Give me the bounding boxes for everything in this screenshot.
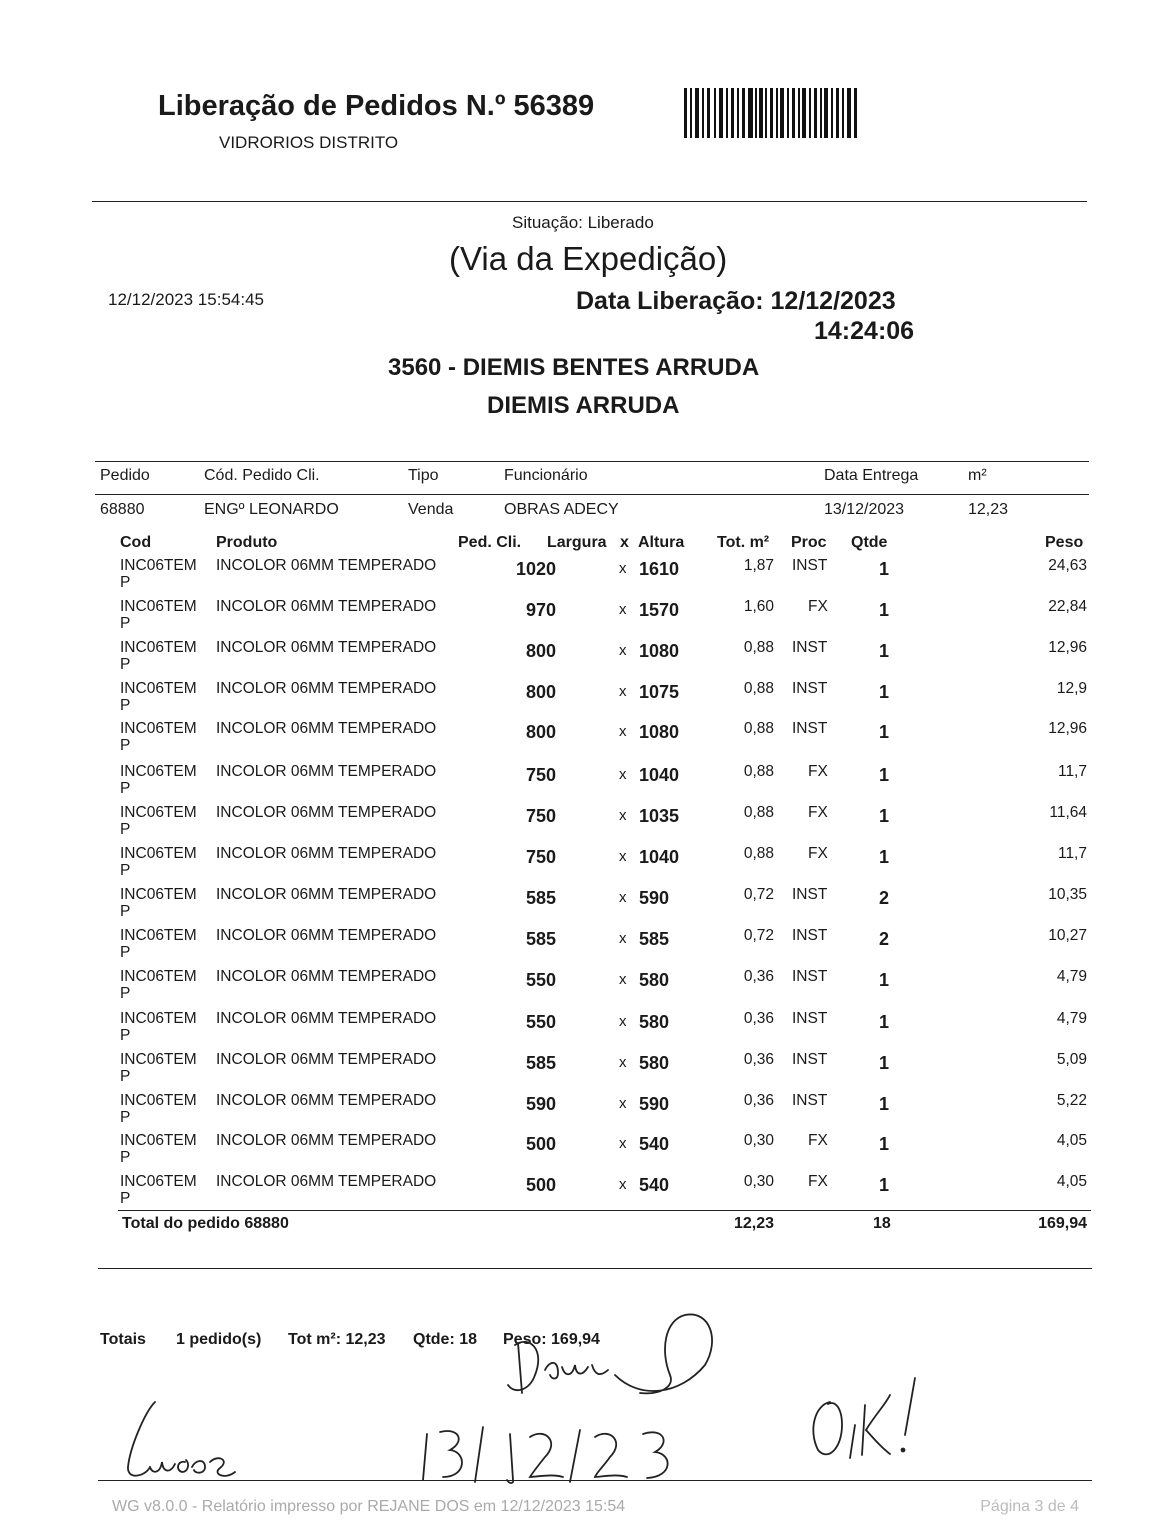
table-row <box>0 1051 1154 1092</box>
item-produto: INCOLOR 06MM TEMPERADO <box>216 680 437 697</box>
item-qtde: 1 <box>879 970 890 990</box>
totals-m2: Tot m²: 12,23 <box>288 1331 386 1348</box>
item-x: x <box>619 930 627 947</box>
item-altura: 1610 <box>639 559 680 579</box>
item-peso: 11,64 <box>1049 804 1087 821</box>
item-qtde: 1 <box>879 722 890 742</box>
item-x: x <box>619 1135 627 1152</box>
totals-qtde: Qtde: 18 <box>413 1331 478 1348</box>
handwritten-ok <box>800 1370 930 1465</box>
header-divider <box>92 201 1087 202</box>
item-proc: INST <box>792 639 828 656</box>
item-header-altura: Altura <box>638 534 685 551</box>
item-altura: 1035 <box>639 806 680 826</box>
item-cod: INC06TEMP <box>120 598 197 632</box>
item-proc: FX <box>808 598 828 615</box>
item-x: x <box>619 1095 627 1112</box>
item-altura: 1080 <box>639 722 680 742</box>
order-cod-pedido-cli: ENGº LEONARDO <box>204 501 339 518</box>
item-largura: 500 <box>525 1175 556 1195</box>
item-peso: 11,7 <box>1057 845 1087 862</box>
table-row <box>0 598 1154 639</box>
item-cod: INC06TEMP <box>120 804 197 838</box>
item-x: x <box>619 642 627 659</box>
item-produto: INCOLOR 06MM TEMPERADO <box>216 598 437 615</box>
item-x: x <box>619 683 627 700</box>
item-peso: 12,96 <box>1048 639 1087 656</box>
item-peso: 4,79 <box>1056 968 1087 985</box>
table-row <box>0 886 1154 927</box>
company-name: VIDRORIOS DISTRITO <box>219 133 399 152</box>
item-header-produto: Produto <box>216 534 278 551</box>
item-tot-m2: 0,88 <box>743 720 774 737</box>
item-proc: INST <box>792 1010 828 1027</box>
item-altura: 590 <box>639 1094 670 1114</box>
item-produto: INCOLOR 06MM TEMPERADO <box>216 804 437 821</box>
item-cod: INC06TEMP <box>120 886 197 920</box>
table-row <box>0 639 1154 680</box>
item-altura: 580 <box>639 1012 670 1032</box>
item-altura: 1075 <box>639 682 680 702</box>
item-qtde: 1 <box>879 1053 890 1073</box>
item-cod: INC06TEMP <box>120 639 197 673</box>
item-produto: INCOLOR 06MM TEMPERADO <box>216 968 437 985</box>
table-row <box>0 1010 1154 1051</box>
col-header-tipo: Tipo <box>408 467 439 484</box>
item-produto: INCOLOR 06MM TEMPERADO <box>216 720 437 737</box>
item-produto: INCOLOR 06MM TEMPERADO <box>216 845 437 862</box>
item-qtde: 1 <box>879 1175 890 1195</box>
signature-lucas <box>120 1392 250 1487</box>
item-produto: INCOLOR 06MM TEMPERADO <box>216 639 437 656</box>
col-header-funcionario: Funcionário <box>504 467 588 484</box>
totals-peso: Peso: 169,94 <box>503 1331 600 1348</box>
item-proc: FX <box>808 1173 828 1190</box>
item-produto: INCOLOR 06MM TEMPERADO <box>216 557 437 574</box>
item-header-tot-m2: Tot. m² <box>717 534 770 551</box>
item-cod: INC06TEMP <box>120 968 197 1002</box>
item-peso: 4,79 <box>1056 1010 1087 1027</box>
item-peso: 4,05 <box>1056 1173 1087 1190</box>
item-peso: 12,9 <box>1056 680 1087 697</box>
item-tot-m2: 0,88 <box>743 680 774 697</box>
footer-page-number: Página 3 de 4 <box>980 1498 1079 1515</box>
signature-dani <box>500 1305 730 1405</box>
item-tot-m2: 0,72 <box>743 927 774 944</box>
item-largura: 590 <box>525 1094 556 1114</box>
item-proc: INST <box>792 927 828 944</box>
item-qtde: 1 <box>879 559 890 579</box>
item-qtde: 1 <box>879 600 890 620</box>
item-tot-m2: 0,36 <box>743 968 774 985</box>
order-tipo: Venda <box>408 501 454 518</box>
item-produto: INCOLOR 06MM TEMPERADO <box>216 1092 437 1109</box>
item-proc: FX <box>808 845 828 862</box>
item-tot-m2: 0,30 <box>743 1173 774 1190</box>
item-cod: INC06TEMP <box>120 720 197 754</box>
page-title: Liberação de Pedidos N.º 56389 <box>158 90 595 122</box>
item-cod: INC06TEMP <box>120 927 197 961</box>
item-proc: INST <box>792 720 828 737</box>
item-x: x <box>619 889 627 906</box>
table-row <box>0 1132 1154 1173</box>
item-largura: 800 <box>525 682 556 702</box>
item-x: x <box>619 1013 627 1030</box>
item-x: x <box>619 848 627 865</box>
item-altura: 1040 <box>639 847 680 867</box>
item-x: x <box>619 1176 627 1193</box>
item-proc: INST <box>792 1051 828 1068</box>
item-peso: 10,27 <box>1048 927 1087 944</box>
item-x: x <box>619 601 627 618</box>
item-altura: 1040 <box>639 765 680 785</box>
table-row <box>0 763 1154 804</box>
item-header-largura: Largura <box>547 534 607 551</box>
barcode <box>684 88 860 138</box>
item-largura: 800 <box>525 641 556 661</box>
item-cod: INC06TEMP <box>120 845 197 879</box>
item-x: x <box>619 1054 627 1071</box>
table-row <box>0 1173 1154 1214</box>
item-altura: 1080 <box>639 641 680 661</box>
table-row <box>0 927 1154 968</box>
table-row <box>0 1092 1154 1133</box>
item-cod: INC06TEMP <box>120 1092 197 1126</box>
footer-line <box>98 1480 1092 1481</box>
item-peso: 5,09 <box>1056 1051 1087 1068</box>
item-cod: INC06TEMP <box>120 1051 197 1085</box>
printed-timestamp: 12/12/2023 15:54:45 <box>108 290 264 309</box>
item-altura: 580 <box>639 970 670 990</box>
item-proc: FX <box>808 1132 828 1149</box>
item-produto: INCOLOR 06MM TEMPERADO <box>216 1051 437 1068</box>
item-tot-m2: 0,88 <box>743 845 774 862</box>
item-x: x <box>619 560 627 577</box>
item-tot-m2: 0,72 <box>743 886 774 903</box>
item-qtde: 1 <box>879 847 890 867</box>
item-qtde: 1 <box>879 806 890 826</box>
item-produto: INCOLOR 06MM TEMPERADO <box>216 1132 437 1149</box>
item-cod: INC06TEMP <box>120 557 197 591</box>
item-header-x: x <box>620 534 629 551</box>
item-peso: 5,22 <box>1056 1092 1087 1109</box>
footer-report-info: WG v8.0.0 - Relatório impresso por REJANE DOS em 12/12/2023 15:54 <box>112 1498 626 1515</box>
item-largura: 970 <box>525 600 556 620</box>
item-altura: 540 <box>639 1134 670 1154</box>
item-qtde: 1 <box>879 641 890 661</box>
order-funcionario: OBRAS ADECY <box>504 501 619 518</box>
item-largura: 550 <box>525 970 556 990</box>
item-tot-m2: 0,36 <box>743 1010 774 1027</box>
item-x: x <box>619 723 627 740</box>
item-x: x <box>619 971 627 988</box>
order-m2: 12,23 <box>968 501 1009 518</box>
item-header-peso: Peso <box>1045 534 1084 551</box>
totals-label: Totais <box>100 1331 146 1348</box>
table-row <box>0 968 1154 1009</box>
item-largura: 585 <box>525 888 556 908</box>
item-peso: 24,63 <box>1048 557 1087 574</box>
item-proc: INST <box>792 557 828 574</box>
item-proc: FX <box>808 763 828 780</box>
table-row <box>0 804 1154 845</box>
item-cod: INC06TEMP <box>120 1010 197 1044</box>
item-cod: INC06TEMP <box>120 1132 197 1166</box>
item-tot-m2: 1,60 <box>743 598 774 615</box>
item-produto: INCOLOR 06MM TEMPERADO <box>216 763 437 780</box>
totals-top-line <box>98 1268 1092 1269</box>
item-tot-m2: 0,88 <box>743 804 774 821</box>
item-altura: 580 <box>639 1053 670 1073</box>
status-text: Situação: Liberado <box>512 213 654 232</box>
item-largura: 550 <box>525 1012 556 1032</box>
item-qtde: 1 <box>879 682 890 702</box>
item-proc: INST <box>792 1092 828 1109</box>
item-qtde: 1 <box>879 1134 890 1154</box>
item-largura: 1020 <box>515 559 556 579</box>
item-tot-m2: 1,87 <box>743 557 774 574</box>
col-header-data-entrega: Data Entrega <box>824 467 919 484</box>
item-peso: 10,35 <box>1048 886 1087 903</box>
item-header-cod: Cod <box>120 534 152 551</box>
item-tot-m2: 0,88 <box>743 763 774 780</box>
order-total-qtde: 18 <box>873 1215 891 1232</box>
handwritten-date <box>415 1422 695 1487</box>
order-pedido: 68880 <box>100 501 145 518</box>
item-x: x <box>619 807 627 824</box>
item-header-ped-cli: Ped. Cli. <box>458 534 522 551</box>
item-produto: INCOLOR 06MM TEMPERADO <box>216 927 437 944</box>
order-header-top-line <box>95 461 1089 462</box>
item-altura: 590 <box>639 888 670 908</box>
item-proc: FX <box>808 804 828 821</box>
totals-pedidos: 1 pedido(s) <box>176 1331 262 1348</box>
item-qtde: 1 <box>879 765 890 785</box>
item-altura: 540 <box>639 1175 670 1195</box>
order-total-line <box>118 1210 1091 1211</box>
item-altura: 1570 <box>639 600 680 620</box>
order-data-entrega: 13/12/2023 <box>824 501 905 518</box>
item-largura: 750 <box>525 806 556 826</box>
release-date: Data Liberação: 12/12/2023 <box>576 287 896 315</box>
table-row <box>0 845 1154 886</box>
copy-type: (Via da Expedição) <box>449 240 728 277</box>
item-largura: 585 <box>525 1053 556 1073</box>
order-header-bottom-line <box>95 494 1089 495</box>
item-proc: INST <box>792 680 828 697</box>
item-peso: 22,84 <box>1048 598 1087 615</box>
table-row <box>0 720 1154 761</box>
item-peso: 11,7 <box>1057 763 1087 780</box>
table-row <box>0 557 1154 598</box>
item-altura: 585 <box>639 929 670 949</box>
table-row <box>0 680 1154 721</box>
item-cod: INC06TEMP <box>120 763 197 797</box>
client-line: 3560 - DIEMIS BENTES ARRUDA <box>388 354 760 381</box>
order-total-m2: 12,23 <box>733 1215 774 1232</box>
item-header-proc: Proc <box>791 534 827 551</box>
item-peso: 4,05 <box>1056 1132 1087 1149</box>
item-qtde: 2 <box>879 888 890 908</box>
item-cod: INC06TEMP <box>120 680 197 714</box>
client-name: DIEMIS ARRUDA <box>487 392 680 419</box>
item-largura: 585 <box>525 929 556 949</box>
item-tot-m2: 0,30 <box>743 1132 774 1149</box>
item-produto: INCOLOR 06MM TEMPERADO <box>216 1173 437 1190</box>
item-largura: 750 <box>525 765 556 785</box>
col-header-cod-pedido-cli: Cód. Pedido Cli. <box>204 467 320 484</box>
item-proc: INST <box>792 968 828 985</box>
item-proc: INST <box>792 886 828 903</box>
item-qtde: 2 <box>879 929 890 949</box>
release-time: 14:24:06 <box>814 317 915 345</box>
order-total-peso: 169,94 <box>1038 1215 1087 1232</box>
col-header-pedido: Pedido <box>100 467 150 484</box>
item-peso: 12,96 <box>1048 720 1087 737</box>
item-x: x <box>619 766 627 783</box>
item-largura: 500 <box>525 1134 556 1154</box>
item-qtde: 1 <box>879 1094 890 1114</box>
item-header-qtde: Qtde <box>851 534 888 551</box>
item-cod: INC06TEMP <box>120 1173 197 1207</box>
item-tot-m2: 0,36 <box>743 1092 774 1109</box>
col-header-m2: m² <box>968 467 987 484</box>
item-tot-m2: 0,36 <box>743 1051 774 1068</box>
item-qtde: 1 <box>879 1012 890 1032</box>
item-largura: 750 <box>525 847 556 867</box>
item-produto: INCOLOR 06MM TEMPERADO <box>216 886 437 903</box>
order-total-label: Total do pedido 68880 <box>122 1215 289 1232</box>
item-produto: INCOLOR 06MM TEMPERADO <box>216 1010 437 1027</box>
item-largura: 800 <box>525 722 556 742</box>
item-tot-m2: 0,88 <box>743 639 774 656</box>
